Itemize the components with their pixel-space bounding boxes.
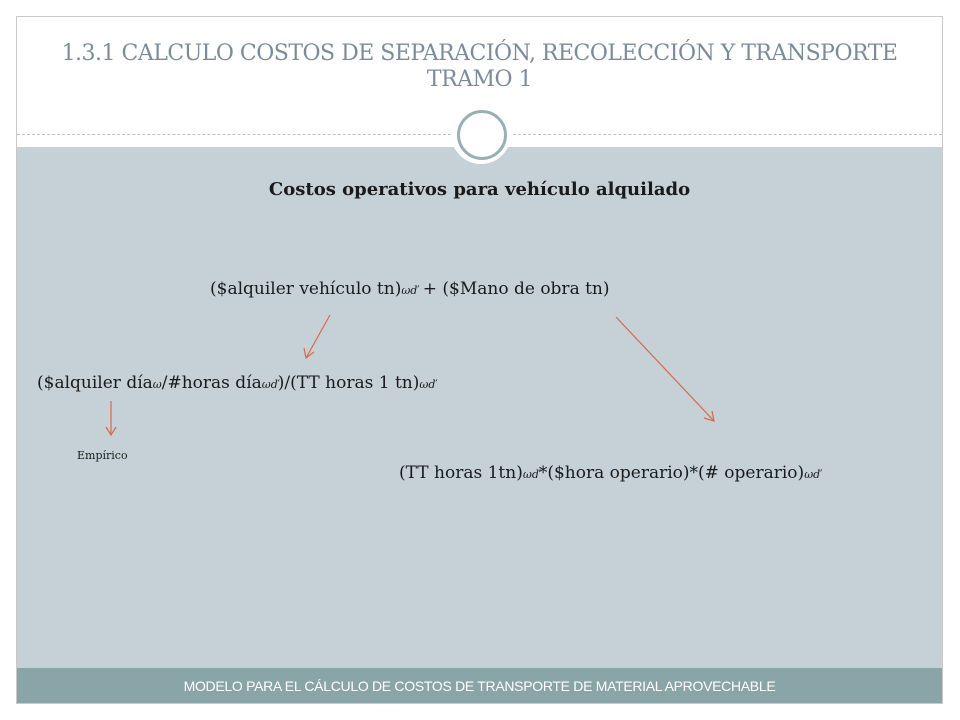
formula-rental-part1: ($alquiler día [37, 373, 153, 393]
formula-rental-part2: /#horas día [161, 373, 262, 393]
slide [16, 16, 943, 704]
formula-labor-part1: (TT horas 1tn) [399, 463, 523, 483]
arrow-icon [106, 401, 116, 435]
arrows-layer [17, 17, 943, 704]
formula-main-part1: ($alquiler vehículo tn) [210, 279, 402, 299]
formula-labor-sub2: ωď [804, 468, 821, 481]
empirico-label: Empírico [77, 449, 128, 462]
formula-main-sub1: ωď [401, 284, 418, 297]
arrow-icon [616, 317, 714, 421]
formula-rental-part3: )/(TT horas 1 tn) [277, 373, 420, 393]
slide-title: 1.3.1 CALCULO COSTOS DE SEPARACIÓN, RECOLECCIÓN Y TRANSPORTE TRAMO 1 [61, 41, 898, 92]
footer-text: MODELO PARA EL CÁLCULO DE COSTOS DE TRANSPORTE DE MATERIAL APROVECHABLE [183, 678, 776, 694]
formula-main-part2: + ($Mano de obra tn) [417, 279, 610, 299]
formula-rental-sub3: ωď [419, 378, 436, 391]
arrow-icon [304, 315, 330, 358]
formula-labor-sub1: ωď [522, 468, 539, 481]
formula-labor-part2: *($hora operario)*(# operario) [538, 463, 805, 483]
slide-subtitle: Costos operativos para vehículo alquilado [268, 179, 691, 200]
slide-footer [17, 668, 942, 704]
formula-rental-sub2: ωď [261, 378, 278, 391]
formula-rental-sub1: ω [152, 378, 162, 391]
